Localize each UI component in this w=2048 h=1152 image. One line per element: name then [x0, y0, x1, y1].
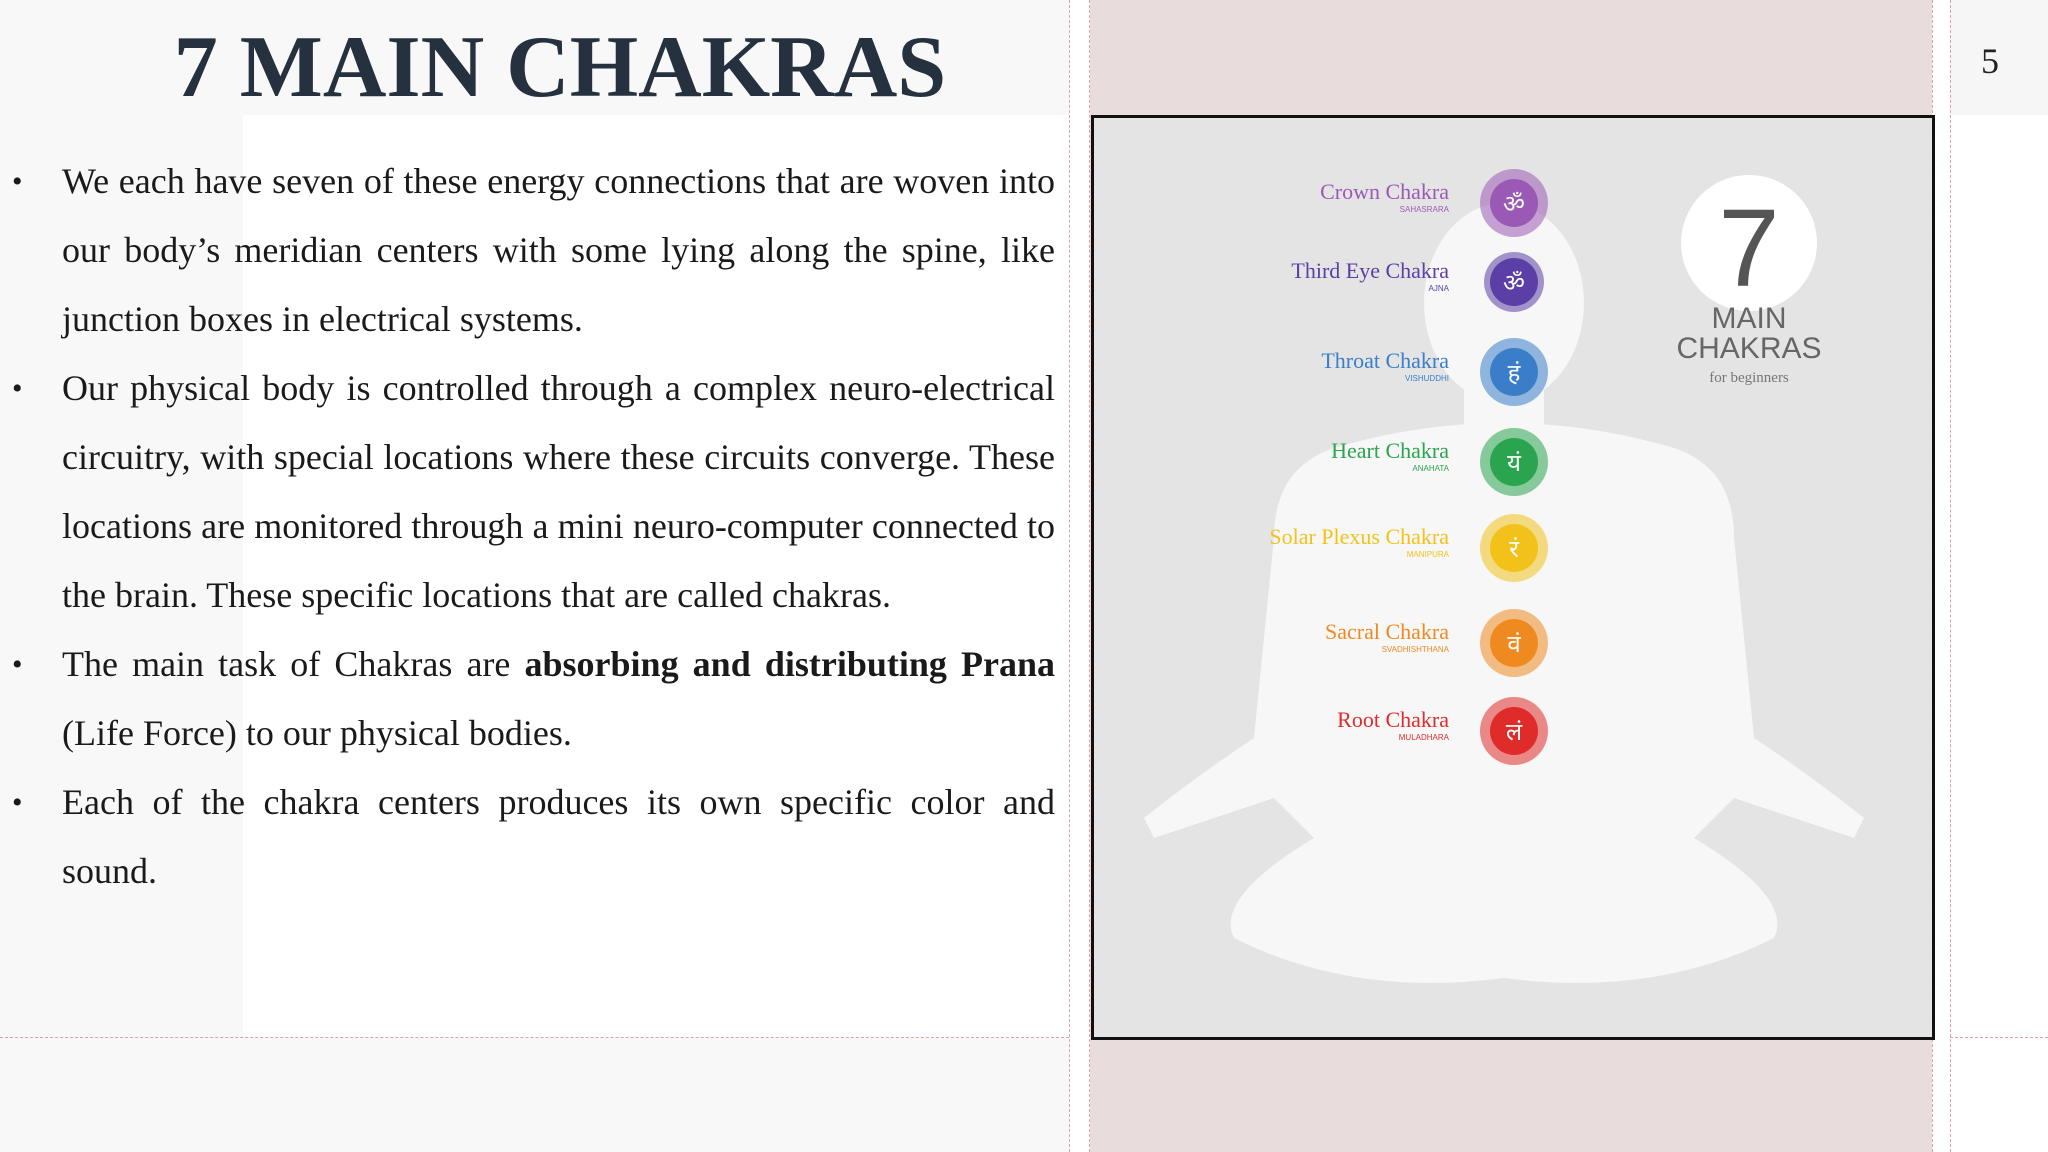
slide-title: 7 MAIN CHAKRAS — [173, 19, 947, 116]
bullet-text-bold: absorbing and distributing Prana — [524, 644, 1055, 684]
chakra-name: Crown Chakra — [1320, 179, 1449, 204]
bullet-item — [0, 147, 1055, 354]
bullet-text: Our physical body is controlled through a complex neuro-electrical circuitry, with special locations where these circuits converge. These locations are monitored through a mini neuro-computer connected to the brain. These specific locations that are called chakras. — [62, 368, 1055, 615]
bullet-text: Each of the chakra centers produces its own specific color and sound. — [62, 782, 1055, 891]
chakra-bija-glyph: ॐ — [1503, 190, 1525, 218]
chakra-name: Solar Plexus Chakra — [1269, 524, 1449, 549]
chakra-infographic — [1094, 118, 1932, 1037]
chakra-name: Third Eye Chakra — [1291, 258, 1449, 283]
infographic-subheading: for beginners — [1709, 370, 1789, 386]
bullet-text: We each have seven of these energy connections that are woven into our body’s meridian centers with some lying along the spine, like junction boxes in electrical systems. — [62, 161, 1055, 339]
guide-line — [1089, 0, 1090, 1152]
chakra-infographic-image — [1091, 115, 1935, 1040]
chakra-bija-glyph: लं — [1505, 718, 1523, 746]
chakra-row — [1321, 338, 1548, 406]
bullet-dot-icon: • — [12, 165, 23, 198]
chakra-name: Root Chakra — [1337, 707, 1449, 732]
chakra-row — [1291, 252, 1544, 312]
bullet-dot-icon: • — [12, 648, 23, 681]
chakra-bija-glyph: रं — [1509, 535, 1519, 563]
bullet-item — [0, 630, 1055, 768]
bullet-item — [0, 768, 1055, 906]
chakra-name: Throat Chakra — [1321, 348, 1449, 373]
chakra-bija-glyph: ॐ — [1503, 269, 1525, 297]
guide-line — [1069, 0, 1070, 1152]
bullet-dot-icon: • — [12, 786, 23, 819]
chakra-sanskrit-name: VISHUDDHI — [1404, 374, 1449, 383]
guide-line — [1950, 1037, 2048, 1038]
chakra-bija-glyph: वं — [1507, 630, 1521, 658]
bullet-text: (Life Force) to our physical bodies. — [62, 713, 572, 753]
chakra-bija-glyph: यं — [1507, 449, 1521, 477]
chakra-sanskrit-name: SVADHISHTHANA — [1381, 645, 1449, 654]
chakra-name: Heart Chakra — [1331, 438, 1449, 463]
guide-line — [1950, 0, 1951, 1152]
chakra-sanskrit-name: MANIPURA — [1406, 550, 1449, 559]
bullet-item — [0, 354, 1055, 630]
chakra-row — [1320, 169, 1548, 237]
page-number: 5 — [1981, 41, 1999, 81]
chakra-sanskrit-name: AJNA — [1428, 284, 1449, 293]
infographic-heading-line2: CHAKRAS — [1676, 332, 1822, 365]
bullet-dot-icon: • — [12, 372, 23, 405]
big-number: 7 — [1718, 187, 1780, 310]
bullet-list — [0, 147, 1055, 906]
chakra-bija-glyph: हं — [1507, 359, 1521, 387]
chakra-sanskrit-name: MULADHARA — [1398, 733, 1449, 742]
chakra-sanskrit-name: ANAHATA — [1412, 464, 1449, 473]
chakra-name: Sacral Chakra — [1325, 619, 1449, 644]
guide-line — [0, 1037, 1069, 1038]
infographic-heading-line1: MAIN — [1711, 302, 1787, 335]
bullet-text: The main task of Chakras are — [62, 644, 525, 684]
chakra-sanskrit-name: SAHASRARA — [1399, 205, 1449, 214]
